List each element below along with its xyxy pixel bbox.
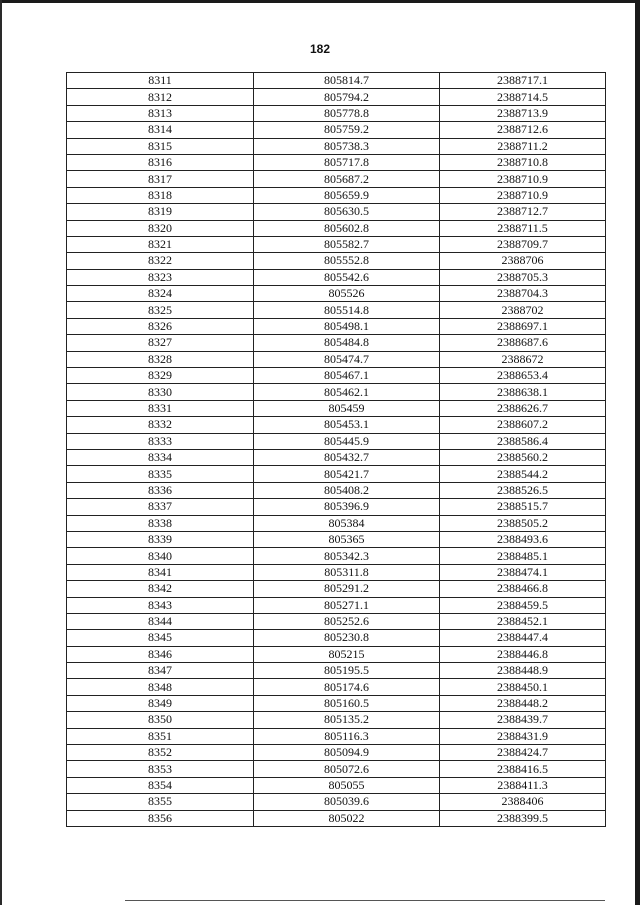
table-row (67, 286, 606, 302)
table-row (67, 73, 606, 89)
x-coordinate-cell: 805445.9 (254, 433, 440, 449)
x-coordinate-cell: 805526 (254, 286, 440, 302)
table-row (67, 236, 606, 252)
point-number-cell: 8311 (67, 73, 254, 89)
table-row (67, 810, 606, 826)
y-coordinate-cell: 2388493.6 (440, 531, 606, 547)
y-coordinate-cell: 2388607.2 (440, 417, 606, 433)
point-number-cell: 8335 (67, 466, 254, 482)
x-coordinate-cell: 805659.9 (254, 187, 440, 203)
y-coordinate-cell: 2388704.3 (440, 286, 606, 302)
x-coordinate-cell: 805271.1 (254, 597, 440, 613)
point-number-cell: 8353 (67, 761, 254, 777)
x-coordinate-cell: 805778.8 (254, 105, 440, 121)
x-coordinate-cell: 805311.8 (254, 564, 440, 580)
x-coordinate-cell: 805215 (254, 646, 440, 662)
point-number-cell: 8348 (67, 679, 254, 695)
point-number-cell: 8334 (67, 449, 254, 465)
x-coordinate-cell: 805498.1 (254, 318, 440, 334)
point-number-cell: 8336 (67, 482, 254, 498)
y-coordinate-cell: 2388560.2 (440, 449, 606, 465)
x-coordinate-cell: 805039.6 (254, 794, 440, 810)
table-row (67, 564, 606, 580)
y-coordinate-cell: 2388439.7 (440, 712, 606, 728)
table-row (67, 154, 606, 170)
point-number-cell: 8323 (67, 269, 254, 285)
x-coordinate-cell: 805602.8 (254, 220, 440, 236)
y-coordinate-cell: 2388712.7 (440, 204, 606, 220)
x-coordinate-cell: 805230.8 (254, 630, 440, 646)
point-number-cell: 8326 (67, 318, 254, 334)
x-coordinate-cell: 805396.9 (254, 499, 440, 515)
y-coordinate-cell: 2388485.1 (440, 548, 606, 564)
y-coordinate-cell: 2388406 (440, 794, 606, 810)
x-coordinate-cell: 805717.8 (254, 154, 440, 170)
x-coordinate-cell: 805160.5 (254, 695, 440, 711)
point-number-cell: 8354 (67, 777, 254, 793)
x-coordinate-cell: 805252.6 (254, 613, 440, 629)
y-coordinate-cell: 2388586.4 (440, 433, 606, 449)
x-coordinate-cell: 805174.6 (254, 679, 440, 695)
y-coordinate-cell: 2388672 (440, 351, 606, 367)
coordinates-table (66, 72, 606, 827)
point-number-cell: 8324 (67, 286, 254, 302)
point-number-cell: 8351 (67, 728, 254, 744)
table-row (67, 351, 606, 367)
y-coordinate-cell: 2388474.1 (440, 564, 606, 580)
table-row (67, 531, 606, 547)
point-number-cell: 8317 (67, 171, 254, 187)
table-row (67, 646, 606, 662)
x-coordinate-cell: 805195.5 (254, 663, 440, 679)
table-row (67, 89, 606, 105)
point-number-cell: 8340 (67, 548, 254, 564)
y-coordinate-cell: 2388709.7 (440, 236, 606, 252)
x-coordinate-cell: 805474.7 (254, 351, 440, 367)
y-coordinate-cell: 2388687.6 (440, 335, 606, 351)
table-row (67, 400, 606, 416)
y-coordinate-cell: 2388711.5 (440, 220, 606, 236)
x-coordinate-cell: 805342.3 (254, 548, 440, 564)
table-row (67, 449, 606, 465)
point-number-cell: 8325 (67, 302, 254, 318)
point-number-cell: 8316 (67, 154, 254, 170)
y-coordinate-cell: 2388717.1 (440, 73, 606, 89)
table-row (67, 417, 606, 433)
table-row (67, 220, 606, 236)
table-row (67, 630, 606, 646)
table-row (67, 728, 606, 744)
table-row (67, 187, 606, 203)
x-coordinate-cell: 805055 (254, 777, 440, 793)
x-coordinate-cell: 805408.2 (254, 482, 440, 498)
table-row (67, 384, 606, 400)
table-row (67, 515, 606, 531)
table-row (67, 581, 606, 597)
y-coordinate-cell: 2388710.9 (440, 187, 606, 203)
y-coordinate-cell: 2388711.2 (440, 138, 606, 154)
scan-right-edge (635, 0, 640, 905)
y-coordinate-cell: 2388431.9 (440, 728, 606, 744)
x-coordinate-cell: 805459 (254, 400, 440, 416)
table-row (67, 613, 606, 629)
point-number-cell: 8313 (67, 105, 254, 121)
table-row (67, 368, 606, 384)
x-coordinate-cell: 805022 (254, 810, 440, 826)
table-row (67, 499, 606, 515)
table-row (67, 794, 606, 810)
y-coordinate-cell: 2388416.5 (440, 761, 606, 777)
page-number: 182 (309, 42, 331, 56)
y-coordinate-cell: 2388452.1 (440, 613, 606, 629)
table-row (67, 777, 606, 793)
y-coordinate-cell: 2388450.1 (440, 679, 606, 695)
x-coordinate-cell: 805814.7 (254, 73, 440, 89)
y-coordinate-cell: 2388505.2 (440, 515, 606, 531)
table-row (67, 318, 606, 334)
coordinates-table-body (67, 73, 606, 827)
y-coordinate-cell: 2388653.4 (440, 368, 606, 384)
table-row (67, 433, 606, 449)
point-number-cell: 8320 (67, 220, 254, 236)
x-coordinate-cell: 805116.3 (254, 728, 440, 744)
point-number-cell: 8356 (67, 810, 254, 826)
table-row (67, 302, 606, 318)
y-coordinate-cell: 2388448.9 (440, 663, 606, 679)
point-number-cell: 8333 (67, 433, 254, 449)
x-coordinate-cell: 805687.2 (254, 171, 440, 187)
x-coordinate-cell: 805462.1 (254, 384, 440, 400)
table-row (67, 466, 606, 482)
x-coordinate-cell: 805365 (254, 531, 440, 547)
y-coordinate-cell: 2388710.8 (440, 154, 606, 170)
point-number-cell: 8314 (67, 122, 254, 138)
x-coordinate-cell: 805384 (254, 515, 440, 531)
point-number-cell: 8347 (67, 663, 254, 679)
point-number-cell: 8343 (67, 597, 254, 613)
point-number-cell: 8319 (67, 204, 254, 220)
point-number-cell: 8337 (67, 499, 254, 515)
point-number-cell: 8338 (67, 515, 254, 531)
table-row (67, 548, 606, 564)
point-number-cell: 8327 (67, 335, 254, 351)
scan-bottom-edge (125, 900, 605, 901)
x-coordinate-cell: 805467.1 (254, 368, 440, 384)
y-coordinate-cell: 2388399.5 (440, 810, 606, 826)
point-number-cell: 8350 (67, 712, 254, 728)
x-coordinate-cell: 805135.2 (254, 712, 440, 728)
point-number-cell: 8318 (67, 187, 254, 203)
x-coordinate-cell: 805514.8 (254, 302, 440, 318)
point-number-cell: 8328 (67, 351, 254, 367)
y-coordinate-cell: 2388424.7 (440, 745, 606, 761)
y-coordinate-cell: 2388411.3 (440, 777, 606, 793)
y-coordinate-cell: 2388446.8 (440, 646, 606, 662)
table-row (67, 679, 606, 695)
y-coordinate-cell: 2388710.9 (440, 171, 606, 187)
x-coordinate-cell: 805542.6 (254, 269, 440, 285)
table-row (67, 482, 606, 498)
x-coordinate-cell: 805432.7 (254, 449, 440, 465)
point-number-cell: 8321 (67, 236, 254, 252)
point-number-cell: 8312 (67, 89, 254, 105)
point-number-cell: 8352 (67, 745, 254, 761)
table-row (67, 253, 606, 269)
table-row (67, 761, 606, 777)
y-coordinate-cell: 2388626.7 (440, 400, 606, 416)
table-row (67, 597, 606, 613)
y-coordinate-cell: 2388697.1 (440, 318, 606, 334)
point-number-cell: 8331 (67, 400, 254, 416)
table-row (67, 663, 606, 679)
point-number-cell: 8315 (67, 138, 254, 154)
point-number-cell: 8322 (67, 253, 254, 269)
point-number-cell: 8344 (67, 613, 254, 629)
x-coordinate-cell: 805094.9 (254, 745, 440, 761)
x-coordinate-cell: 805759.2 (254, 122, 440, 138)
table-row (67, 122, 606, 138)
y-coordinate-cell: 2388544.2 (440, 466, 606, 482)
y-coordinate-cell: 2388706 (440, 253, 606, 269)
table-row (67, 335, 606, 351)
x-coordinate-cell: 805552.8 (254, 253, 440, 269)
y-coordinate-cell: 2388713.9 (440, 105, 606, 121)
x-coordinate-cell: 805484.8 (254, 335, 440, 351)
y-coordinate-cell: 2388714.5 (440, 89, 606, 105)
point-number-cell: 8339 (67, 531, 254, 547)
table-row (67, 204, 606, 220)
scan-left-edge (0, 0, 2, 905)
point-number-cell: 8330 (67, 384, 254, 400)
table-row (67, 105, 606, 121)
x-coordinate-cell: 805072.6 (254, 761, 440, 777)
x-coordinate-cell: 805630.5 (254, 204, 440, 220)
y-coordinate-cell: 2388638.1 (440, 384, 606, 400)
point-number-cell: 8342 (67, 581, 254, 597)
y-coordinate-cell: 2388459.5 (440, 597, 606, 613)
table-row (67, 171, 606, 187)
scan-top-edge (0, 0, 640, 3)
point-number-cell: 8346 (67, 646, 254, 662)
point-number-cell: 8355 (67, 794, 254, 810)
table-row (67, 695, 606, 711)
y-coordinate-cell: 2388466.8 (440, 581, 606, 597)
point-number-cell: 8349 (67, 695, 254, 711)
table-row (67, 712, 606, 728)
x-coordinate-cell: 805582.7 (254, 236, 440, 252)
y-coordinate-cell: 2388705.3 (440, 269, 606, 285)
point-number-cell: 8329 (67, 368, 254, 384)
point-number-cell: 8345 (67, 630, 254, 646)
y-coordinate-cell: 2388702 (440, 302, 606, 318)
x-coordinate-cell: 805453.1 (254, 417, 440, 433)
x-coordinate-cell: 805291.2 (254, 581, 440, 597)
point-number-cell: 8332 (67, 417, 254, 433)
table-row (67, 745, 606, 761)
table-row (67, 269, 606, 285)
y-coordinate-cell: 2388447.4 (440, 630, 606, 646)
y-coordinate-cell: 2388448.2 (440, 695, 606, 711)
x-coordinate-cell: 805421.7 (254, 466, 440, 482)
x-coordinate-cell: 805794.2 (254, 89, 440, 105)
x-coordinate-cell: 805738.3 (254, 138, 440, 154)
table-row (67, 138, 606, 154)
y-coordinate-cell: 2388712.6 (440, 122, 606, 138)
point-number-cell: 8341 (67, 564, 254, 580)
y-coordinate-cell: 2388526.5 (440, 482, 606, 498)
y-coordinate-cell: 2388515.7 (440, 499, 606, 515)
